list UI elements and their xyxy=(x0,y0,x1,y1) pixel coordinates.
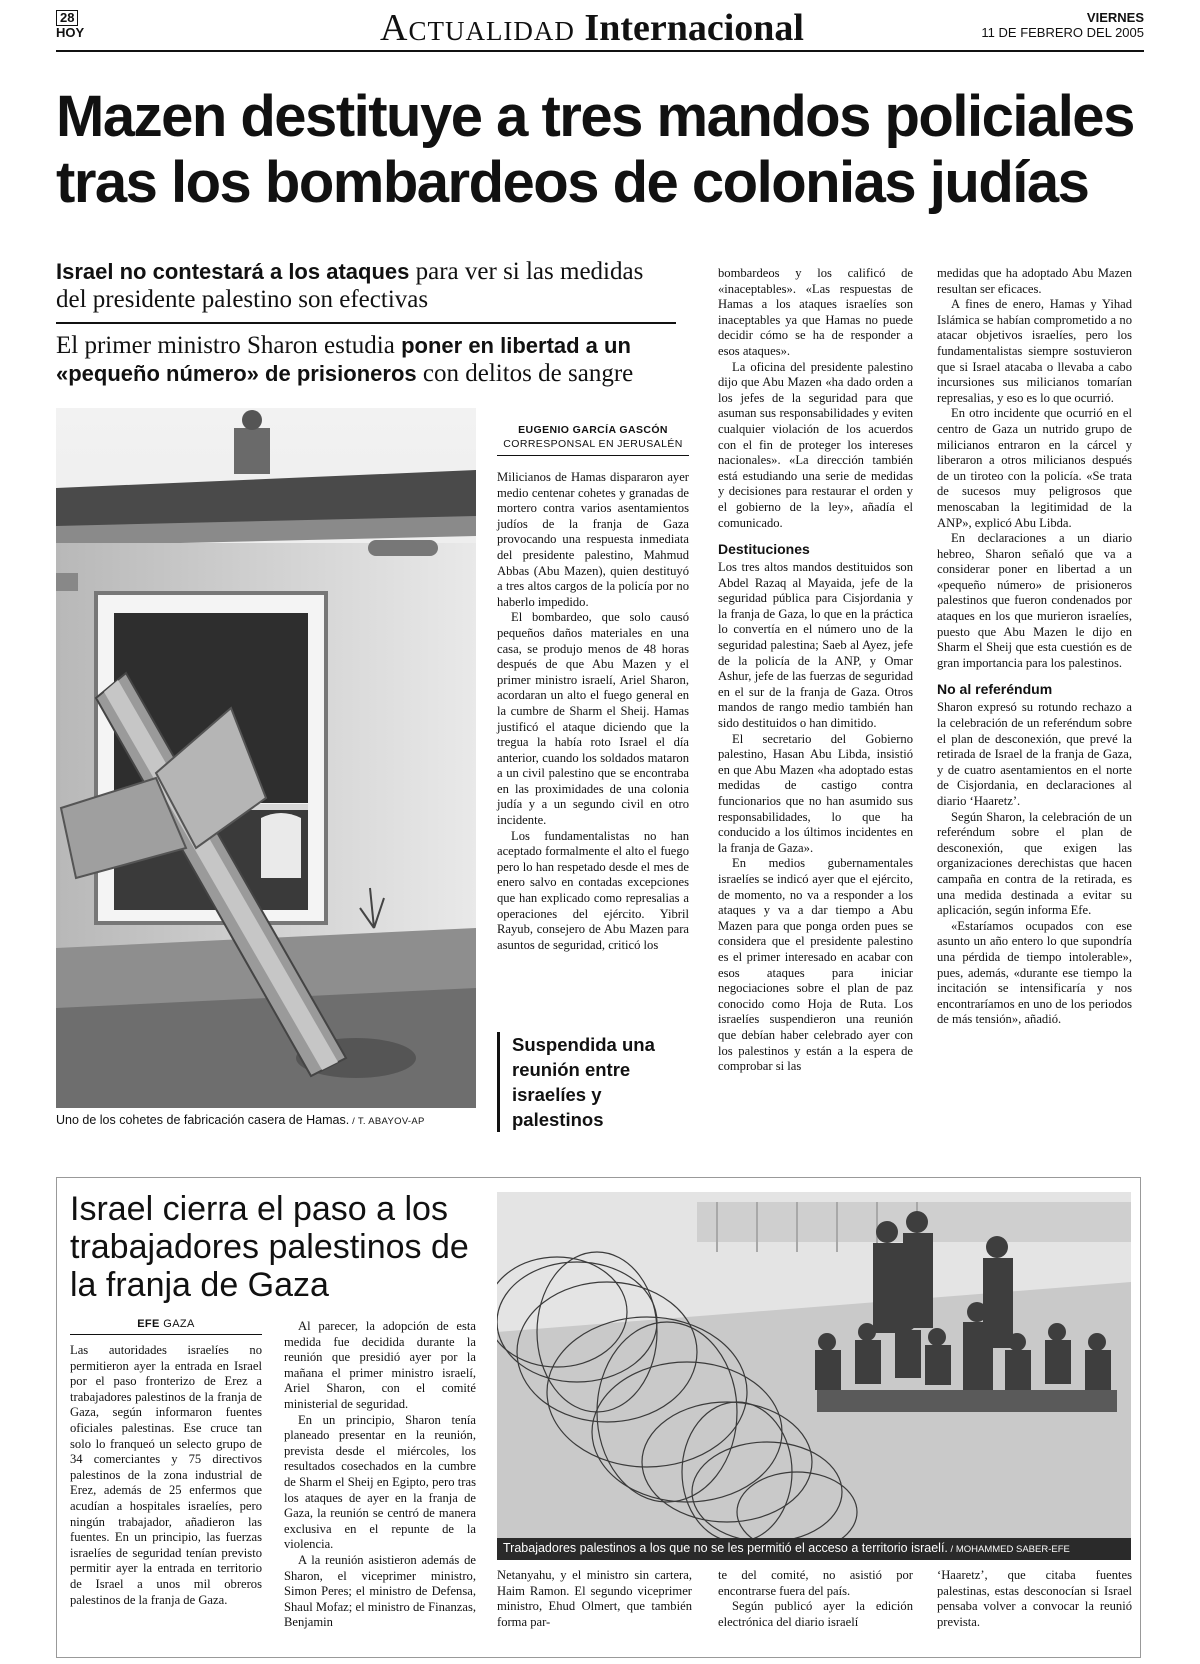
paragraph: El bombardeo, que solo causó pequeños daños materiales en una casa, se produjo menos de 48 horas después de que Abu Mazen y el primer ministro israelí, Ariel Sharon, acordaran un alto el fuego general en la cumbre de Sharm el Sheij. Hamas justificó el ataque diciendo que la tregua la había roto Israel el día anterior, cuando los soldados mataron a un civil palestino que se encontraba en las proximidades de una colonia judía y a un segundo civil en otro incidente. xyxy=(497,610,689,828)
paragraph: Netanyahu, y el ministro sin cartera, Haim Ramon. El segundo viceprimer ministro, Ehud Olmert, que también forma par- xyxy=(497,1568,692,1629)
photo-2-credit: / MOHAMMED SABER-EFE xyxy=(947,1544,1070,1555)
byline-name: EUGENIO GARCÍA GASCÓN xyxy=(518,424,668,436)
paragraph: Milicianos de Hamas dispararon ayer medio centenar cohetes y granadas de mortero contra varios asentamientos judíos de la franja de Gaza provocando una respuesta inmediata del presidente palestino, Mahmud Abbas (Abu Mazen), quien destituyó a tres altos cargos de la policía por no haberlo impedido. xyxy=(497,470,689,609)
publication-name: HOY xyxy=(56,25,85,40)
byline-role: CORRESPONSAL EN JERUSALÉN xyxy=(503,438,683,450)
section-heading-destituciones: Destituciones xyxy=(718,541,810,558)
secondary-column-3 xyxy=(497,1568,692,1630)
paragraph: La oficina del presidente palestino dijo que Abu Mazen «ha dado orden a los jefes de la seguridad para que asuman sus responsabilidades y eviten cualquier violación de los acuerdos con el fin de proteger los intereses nacionales». «La dirección también está estudiando una serie de medidas y decisiones para restaurar el orden y el gobierno de la ley», añadía el comunicado. xyxy=(718,359,913,530)
subhead-1 xyxy=(56,258,676,314)
issue-day: VIERNES xyxy=(1086,10,1144,25)
secondary-byline xyxy=(70,1317,262,1335)
secondary-column-1 xyxy=(70,1343,262,1608)
paragraph: A la reunión asistieron además de Sharon, el viceprimer ministro, Simon Peres; el ministro de Defensa, Shaul Mofaz; el ministro de Finanzas, Benjamin xyxy=(284,1552,476,1630)
issue-date xyxy=(981,10,1144,40)
article-column-2 xyxy=(718,266,913,1075)
photo-2-caption-text: Trabajadores palestinos a los que no se les permitió el acceso a territorio israelí. xyxy=(503,1541,948,1555)
paragraph: Al parecer, la adopción de esta medida fue decidida durante la reunión que presidió ayer por la mañana el primer ministro israelí, Ariel Sharon, con el comité ministerial de seguridad. xyxy=(284,1319,476,1411)
section-title-small: Actualidad xyxy=(380,7,575,49)
paragraph: Los tres altos mandos destituidos son Abdel Razaq al Mayaida, jefe de la seguridad pública para Cisjordania y la franja de Gaza, lo que en la práctica lo convertía en el número uno de la seguridad palestina; Saeb al Ayez, jefe de la policía de la ANP, y Omar Ashur, jefe de las fuerzas de seguridad en el sur de la franja de Gaza. Otros mandos de rango medio también han sido destituidos o han dimitido. xyxy=(718,560,913,731)
paragraph: Según publicó ayer la edición electrónica del diario israelí xyxy=(718,1599,913,1629)
paragraph: Según Sharon, la celebración de un referéndum sobre el plan de desconexión, que exigen las organizaciones derechistas que hacen campaña en contra de la retirada, es una medida destinada a evitar su aplicación, según informa Efe. xyxy=(937,809,1132,918)
paragraph: te del comité, no asistió por encontrarse fuera del país. xyxy=(718,1568,913,1598)
headline-line-1: Mazen destituye a tres mandos policiales xyxy=(56,84,1134,149)
subhead-1-rest: para ver si las medidas del presidente palestino son efectivas xyxy=(56,258,644,313)
paragraph: «Estaríamos ocupados con ese asunto un año entero lo que supondría una pérdida de tiempo intolerable», pues, además, «durante ese tiempo la incitación se intensificaría y nos encontraríamos en uno de los periodos de más tensión», añadió. xyxy=(937,918,1132,1027)
paragraph: En declaraciones a un diario hebreo, Sharon señaló que va a considerar poner en libertad a un «pequeño número» de prisioneros palestinos que fueron condenados por ataques en los que murieron israelíes, puesto que Abu Mazen le dijo en Sharm el Sheij que esta cuestión es de gran importancia para los palestinos. xyxy=(937,531,1132,670)
secondary-column-2 xyxy=(284,1319,476,1631)
article-column-1 xyxy=(497,470,689,953)
section-title-big: Internacional xyxy=(584,7,804,49)
rocket-photo-illustration xyxy=(56,408,476,1108)
subhead-2-part-1: El primer ministro Sharon estudia xyxy=(56,332,402,359)
photo-2-caption xyxy=(497,1538,1131,1560)
issue-date-value: 11 DE FEBRERO DEL 2005 xyxy=(981,25,1144,40)
paragraph: En medios gubernamentales israelíes se indicó ayer que el ejército, de momento, no va a responder a los ataques y va a dar tiempo a Abu Mazen para que ponga orden pues se considera que el presidente palestino es el primer interesado en acabar con esos ataques para iniciar negociaciones sobre el plan de paz conocido como Hoja de Ruta. Los israelíes suspendieron una reunión que debían haber celebrado ayer con los palestinos y están a la espera de comprobar si las xyxy=(718,856,913,1074)
paragraph: En otro incidente que ocurrió en el centro de Gaza un nutrido grupo de milicianos entraron en la cárcel y liberaron a otros milicianos después de un tiroteo con la policía. «Se trata de sucesos muy peligrosos que menoscaban la legitimidad de la ANP», explicó Abu Libda. xyxy=(937,406,1132,530)
page-number-value: 28 xyxy=(56,10,78,26)
article-column-3 xyxy=(937,266,1132,1028)
secondary-byline-place: GAZA xyxy=(159,1318,195,1330)
paragraph: En un principio, Sharon tenía planeado presentar en la reunión, prevista desde el miércoles, los resultados cosechados en la cumbre de Sharm el Sheij en Egipto, pero tras los ataques de ayer en la franja de Gaza, la reunión se centró de manera exclusiva en el repunte de la violencia. xyxy=(284,1412,476,1552)
secondary-column-5 xyxy=(937,1568,1132,1630)
rocket-photo xyxy=(56,408,476,1108)
workers-photo xyxy=(497,1192,1131,1560)
photo-1-caption xyxy=(56,1113,476,1129)
headline-line-2: tras los bombardeos de colonias judías xyxy=(56,150,1089,215)
subhead-2-part-2: con delitos de sangre xyxy=(416,360,634,387)
paragraph: Sharon expresó su rotundo rechazo a la celebración de un referéndum sobre el plan de desconexión, que prevé la retirada de Israel de la franja de Gaza, y de cuatro asentamientos en el norte de Cisjordania, en declaraciones al diario ‘Haaretz’. xyxy=(937,700,1132,808)
section-heading-no-al-referendum: No al referéndum xyxy=(937,681,1053,698)
paragraph: medidas que ha adoptado Abu Mazen resultan ser eficaces. xyxy=(937,266,1132,296)
main-headline xyxy=(56,84,1156,216)
paragraph: El secretario del Gobierno palestino, Hasan Abu Libda, insistió en que Abu Mazen «ha adoptado estas medidas de castigo contra funcionarios que no han asumido sus responsabilidades, lo que ha conducido a los últimos incidentes en la franja de Gaza». xyxy=(718,731,913,855)
subhead-2 xyxy=(56,332,676,388)
workers-photo-illustration xyxy=(497,1192,1131,1560)
paragraph: Los fundamentalistas no han aceptado formalmente el alto el fuego pero lo han respetado desde el mes de enero salvo en contadas excepciones que han explicado como represalias a operaciones del ejército. Yibril Rayub, consejero de Abu Mazen para asuntos de seguridad, criticó los xyxy=(497,828,689,952)
secondary-byline-agency: EFE xyxy=(137,1318,160,1330)
byline xyxy=(497,423,689,456)
page-number xyxy=(56,10,84,40)
subhead-2-bold: poner en libertad a un «pequeño número» de prisioneros xyxy=(56,333,631,386)
secondary-headline: Israel cierra el paso a los trabajadores palestinos de la franja de Gaza xyxy=(70,1190,469,1304)
subhead-1-bold: Israel no contestará a los ataques xyxy=(56,259,410,284)
header-rule xyxy=(56,50,1144,52)
photo-1-caption-text: Uno de los cohetes de fabricación casera de Hamas. xyxy=(56,1113,350,1127)
secondary-column-4 xyxy=(718,1568,913,1630)
paragraph: A fines de enero, Hamas y Yihad Islámica se habían comprometido a no atacar objetivos israelíes, pero los fundamentalistas siempre sostuvieron que si Israel atacaba o llevaba a cabo incursiones sus milicianos tomarían represalias, y eso es lo que ocurrió. xyxy=(937,297,1132,405)
paragraph: ‘Haaretz’, que citaba fuentes palestinas, estas desconocían si Israel pensaba volver a convocar la reunió prevista. xyxy=(937,1568,1132,1629)
photo-1-credit: / T. ABAYOV-AP xyxy=(349,1116,425,1127)
paragraph: bombardeos y los calificó de «inaceptables». «Las respuestas de Hamas a los ataques israelíes son inaceptables ya que Hamas no puede decidir cómo se ha de responder a esos ataques». xyxy=(718,266,913,358)
paragraph: Las autoridades israelíes no permitieron ayer la entrada en Israel por el paso fronterizo de Erez a trabajadores palestinos de la franja de Gaza, según informaron fuentes oficiales palestinas. Ese cruce tan solo lo franqueó un selecto grupo de 34 comerciantes y 75 directivos palestinos de la zona industrial de Erez, además de 25 enfermos que acudían a hospitales israelíes, pero ningún trabajador, añadieron las fuentes. En un principio, las fuerzas israelíes de seguridad tenían previsto permitir ayer la entrada en territorio de Israel a unos mil obreros palestinos de la franja de Gaza. xyxy=(70,1343,262,1607)
section-title xyxy=(380,6,820,50)
subhead-divider xyxy=(56,322,676,324)
pull-quote: Suspendida una reunión entre israelíes y palestinos xyxy=(497,1032,689,1132)
